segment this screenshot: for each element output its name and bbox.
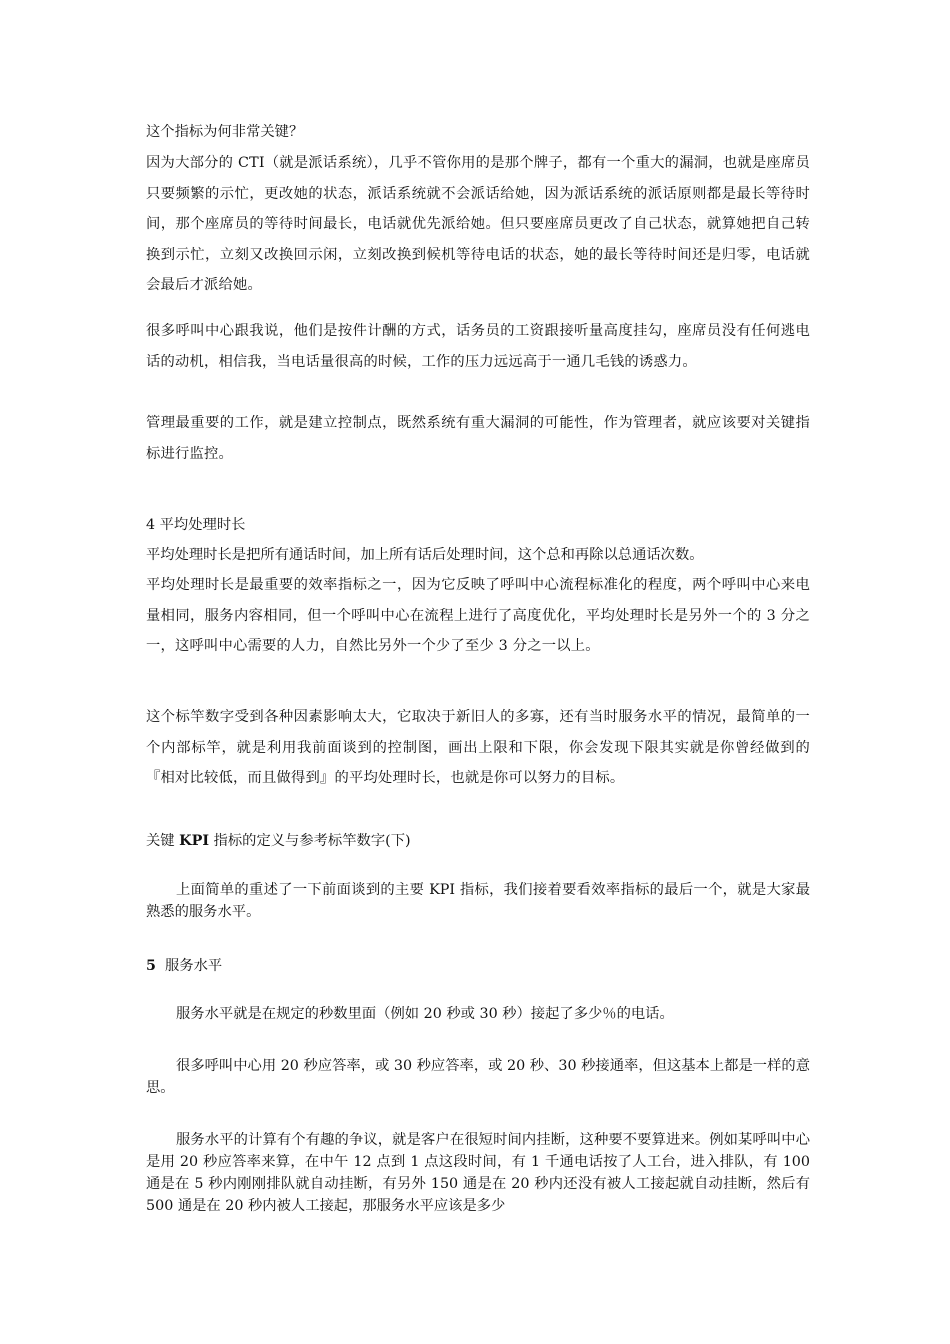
title-suffix: 指标的定义与参考标竿数字(下): [209, 833, 411, 849]
heading-service-level: [146, 951, 810, 982]
title-kpi-part-two: [146, 826, 810, 857]
title-prefix: 关键: [146, 833, 180, 849]
paragraph-aht-importance: 平均处理时长是最重要的效率指标之一，因为它反映了呼叫中心流程标准化的程度，两个呼叫中心来电量相同，服务内容相同，但一个呼叫中心在流程上进行了高度优化，平均处理时长是另外一个的 3 分之一，这呼叫中心需要的人力，自然比另外一个少了至少 3 分之一以上。: [146, 577, 810, 654]
paragraph-aht-definition: 平均处理时长是把所有通话时间，加上所有话后处理时间，这个总和再除以总通话次数。: [146, 547, 704, 563]
service-level-heading-text: 服务水平: [165, 958, 223, 974]
paragraph-cti-loophole: 因为大部分的 CTI（就是派话系统），几乎不管你用的是那个牌子，都有一个重大的漏洞，也就是座席员只要频繁的示忙，更改她的状态，派话系统就不会派话给她，因为派话系统的派话原则都是最长等待时间，那个座席员的等待时间最长，电话就优先派给她。但只要座席员更改了自己状态，就算她把自己转换到示忙，立刻又改换回示闲，立刻改换到候机等待电话的状态，她的最长等待时间还是归零，电话就会最后才派给她。: [146, 155, 810, 293]
paragraph-control-points: 管理最重要的工作，就是建立控制点，既然系统有重大漏洞的可能性，作为管理者，就应该要对关键指标进行监控。: [146, 415, 810, 462]
paragraph-service-level-definition: 服务水平就是在规定的秒数里面（例如 20 秒或 30 秒）接起了多少％的电话。: [176, 1006, 674, 1022]
heading-aht: 4 平均处理时长: [146, 517, 246, 533]
title-kpi-bold: KPI: [179, 833, 210, 849]
paragraph-piece-rate: 很多呼叫中心跟我说，他们是按件计酬的方式，话务员的工资跟接听量高度挂勾，座席员没有任何逃电话的动机，相信我，当电话量很高的时候，工作的压力远远高于一通几毛钱的诱惑力。: [146, 323, 810, 370]
paragraph-intro: 上面简单的重述了一下前面谈到的主要 KPI 指标，我们接着要看效率指标的最后一个，就是大家最熟悉的服务水平。: [146, 882, 810, 920]
paragraph-aht-benchmark: 这个标竿数字受到各种因素影响太大，它取决于新旧人的多寡，还有当时服务水平的情况，最简单的一个内部标竿，就是利用我前面谈到的控制图，画出上限和下限，你会发现下限其实就是你曾经做到的『相对比较低，而且做得到』的平均处理时长，也就是你可以努力的目标。: [146, 709, 810, 786]
paragraph-abandon-dispute: 服务水平的计算有个有趣的争议，就是客户在很短时间内挂断，这种要不要算进来。例如某呼叫中心是用 20 秒应答率来算，在中午 12 点到 1 点这段时间，有 1 千通电话按了人工台，进入排队，有 100 通是在 5 秒内刚刚排队就自动挂断，有另外 150 通是在 20 秒内还没有被人工接起就自动挂断，然后有 500 通是在 20 秒内被人工接起，那服务水平应该是多少: [146, 1132, 810, 1214]
heading-why-key: 这个指标为何非常关键？: [146, 124, 304, 140]
service-level-number: 5: [146, 958, 156, 974]
paragraph-answer-rate: 很多呼叫中心用 20 秒应答率，或 30 秒应答率，或 20 秒、30 秒接通率，但这基本上都是一样的意思。: [146, 1058, 810, 1096]
